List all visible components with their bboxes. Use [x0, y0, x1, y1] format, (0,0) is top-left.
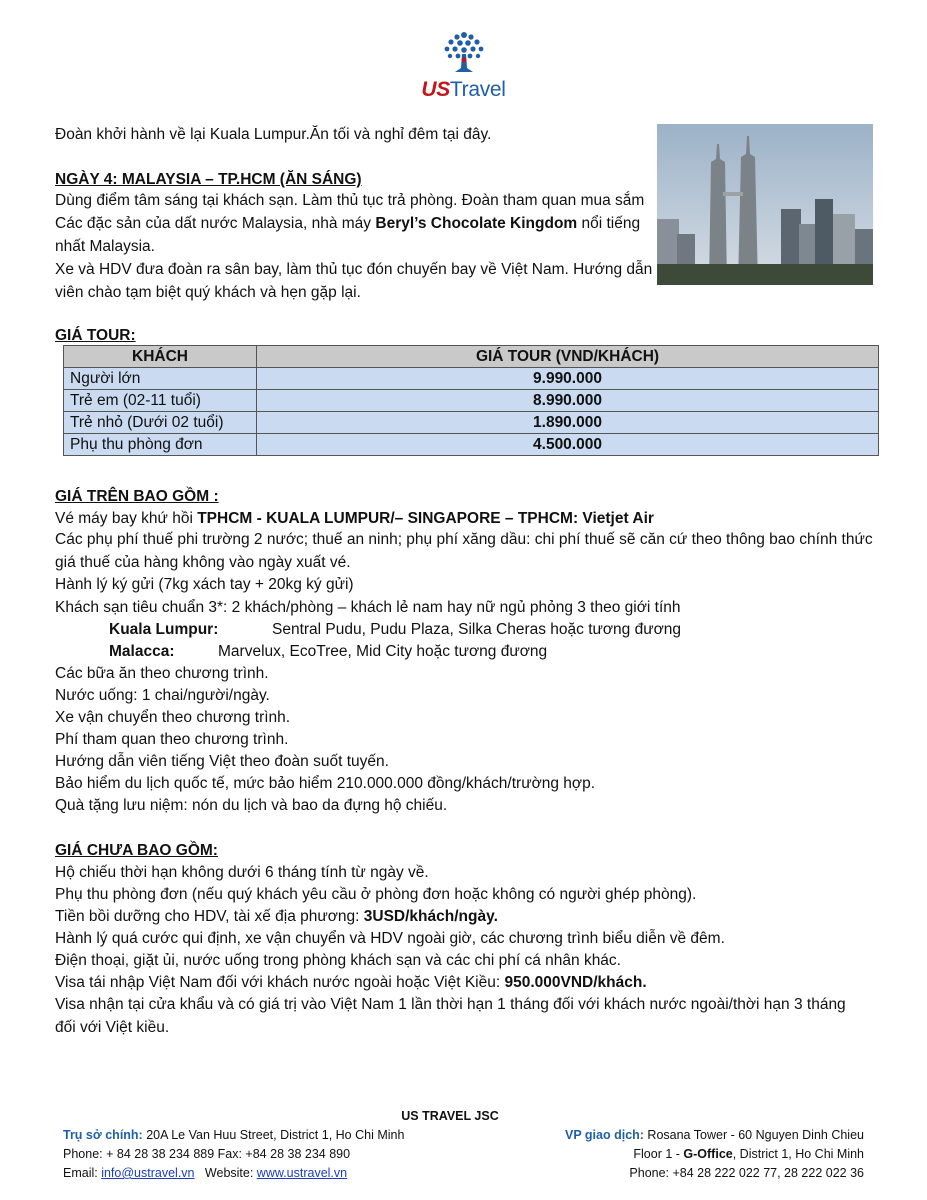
brand-us: US — [421, 78, 450, 101]
tree-logo-icon — [441, 30, 487, 74]
flight-route: TPHCM - KUALA LUMPUR/– SINGAPORE – TPHCM: Vietjet Air — [197, 510, 654, 527]
table-row — [64, 412, 879, 434]
footer-contact — [63, 1164, 347, 1184]
table-row — [64, 434, 879, 456]
footer-phone-left: Phone: + 84 28 38 234 889 Fax: +84 28 38 234 890 — [63, 1147, 351, 1161]
list-item: Các bữa ăn theo chương trình. — [55, 665, 269, 682]
guest-cell: Trẻ em (02-11 tuổi) — [64, 390, 257, 412]
included-tax: Các phụ phí thuế phi trường 2 nước; thuế an ninh; phụ phí xăng dầu: chi phí thuế sẽ căn cứ theo thông bao chính thức giá thuế của hàng không vào ngày xuất vé. — [55, 531, 873, 571]
list-item: Bảo hiểm du lịch quốc tế, mức bảo hiểm 210.000.000 đồng/khách/trường hợp. — [55, 775, 595, 792]
footer-hq — [63, 1126, 404, 1146]
included-luggage: Hành lý ký gửi (7kg xách tay + 20kg ký gửi) — [55, 576, 354, 593]
brand-name — [0, 78, 927, 102]
guest-cell: Trẻ nhỏ (Dưới 02 tuổi) — [64, 412, 257, 434]
brand-logo — [0, 30, 927, 102]
list-item: Xe vận chuyển theo chương trình. — [55, 709, 291, 726]
price-table-header — [64, 346, 879, 368]
day4-highlight: Beryl’s Chocolate Kingdom — [375, 215, 578, 232]
price-cell: 8.990.000 — [257, 390, 879, 412]
excluded-heading: GIÁ CHƯA BAO GỒM: — [55, 842, 218, 859]
list-item: Điện thoại, giặt ủi, nước uống trong phòng khách sạn và các chi phí cá nhân khác. — [55, 952, 621, 969]
hq-address: 20A Le Van Huu Street, District 1, Ho Chi Minh — [142, 1128, 405, 1142]
list-item: Hướng dẫn viên tiếng Việt theo đoàn suốt tuyến. — [55, 753, 389, 770]
intro-line: Đoàn khởi hành về lại Kuala Lumpur.Ăn tối và nghỉ đêm tại đây. — [55, 126, 492, 143]
list-item: Visa nhận tại cửa khẩu và có giá trị vào Việt Nam 1 lần thời hạn 1 tháng đối với khách nước ngoài/thời hạn 3 tháng đối với Việt kiều. — [55, 996, 846, 1036]
day4-paragraph-2: Xe và HDV đưa đoàn ra sân bay, làm thủ tục đón chuyến bay về Việt Nam. Hướng dẫn viên chào tạm biệt quý khách và hẹn gặp lại. — [55, 261, 653, 301]
floor-text: Floor 1 - — [633, 1147, 684, 1161]
kuala-lumpur-photo — [657, 124, 873, 285]
website-label: Website: — [194, 1166, 257, 1180]
tip-text: Tiền bồi dưỡng cho HDV, tài xế địa phương: — [55, 908, 364, 925]
price-cell: 9.990.000 — [257, 368, 879, 390]
list-item: Hộ chiếu thời hạn không dưới 6 tháng tính từ ngày về. — [55, 864, 429, 881]
list-item: Quà tặng lưu niệm: nón du lịch và bao da đựng hộ chiếu. — [55, 797, 448, 814]
footer-company: US TRAVEL JSC — [401, 1109, 499, 1123]
floor-district: , District 1, Ho Chi Minh — [732, 1147, 864, 1161]
hotel-malacca-value: Marvelux, EcoTree, Mid City hoặc tương đương — [218, 643, 548, 660]
visa-text: Visa tái nhập Việt Nam đối với khách nước ngoài hoặc Việt Kiều: — [55, 974, 505, 991]
website-link[interactable]: www.ustravel.vn — [256, 1166, 348, 1180]
vp-label: VP giao dịch: — [565, 1128, 644, 1142]
list-item: Phụ thu phòng đơn (nếu quý khách yêu cầu ở phòng đơn hoặc không có người ghép phòng). — [55, 886, 697, 903]
list-item: Phí tham quan theo chương trình. — [55, 731, 289, 748]
price-cell: 4.500.000 — [257, 434, 879, 456]
footer-phone-right: Phone: +84 28 222 022 77, 28 222 022 36 — [629, 1166, 864, 1180]
email-link[interactable]: info@ustravel.vn — [101, 1166, 195, 1180]
hotel-malacca-label: Malacca: — [109, 643, 175, 660]
day4-text-end: nổi tiếng nhất Malaysia. — [55, 215, 641, 255]
price-table — [63, 345, 879, 456]
price-cell: 1.890.000 — [257, 412, 879, 434]
brand-travel: Travel — [449, 78, 506, 101]
table-row — [64, 390, 879, 412]
included-hotel: Khách sạn tiêu chuẩn 3*: 2 khách/phòng – khách lẻ nam hay nữ ngủ phỏng 3 theo giới tính — [55, 599, 681, 616]
vp-address: Rosana Tower - 60 Nguyen Dinh Chieu — [643, 1128, 864, 1142]
footer-floor — [633, 1145, 864, 1165]
table-row — [64, 368, 879, 390]
email-label: Email: — [63, 1166, 102, 1180]
included-flight — [55, 508, 654, 530]
list-item: Nước uống: 1 chai/người/ngày. — [55, 687, 270, 704]
flight-text: Vé máy bay khứ hồi — [55, 510, 198, 527]
price-heading: GIÁ TOUR: — [55, 327, 136, 344]
footer-vp — [565, 1126, 864, 1146]
list-item — [55, 972, 647, 994]
list-item: Hành lý quá cước qui định, xe vận chuyển và HDV ngoài giờ, các chương trình biểu diễn về đêm. — [55, 930, 725, 947]
list-item — [55, 906, 498, 928]
guest-cell: Phụ thu phòng đơn — [64, 434, 257, 456]
guest-cell: Người lớn — [64, 368, 257, 390]
floor-office: G-Office — [683, 1147, 733, 1161]
col-price: GIÁ TOUR (VND/KHÁCH) — [257, 346, 879, 368]
hotel-kl-label: Kuala Lumpur: — [109, 621, 219, 638]
hq-label: Trụ sở chính: — [63, 1128, 143, 1142]
hotel-kl-value: Sentral Pudu, Pudu Plaza, Silka Cheras hoặc tương đương — [272, 621, 682, 638]
visa-amount: 950.000VND/khách. — [504, 974, 647, 991]
tip-amount: 3USD/khách/ngày. — [363, 908, 498, 925]
day4-heading: NGÀY 4: MALAYSIA – TP.HCM (ĂN SÁNG) — [55, 171, 362, 188]
col-guest: KHÁCH — [64, 346, 257, 368]
included-heading: GIÁ TRÊN BAO GỒM : — [55, 488, 219, 505]
day4-text: Dùng điểm tâm sáng tại khách sạn. Làm thủ tục trả phòng. Đoàn tham quan mua sắm Các đặc sản của dất nước Malaysia, nhà máy — [55, 192, 645, 232]
day4-paragraph-1 — [55, 189, 655, 258]
